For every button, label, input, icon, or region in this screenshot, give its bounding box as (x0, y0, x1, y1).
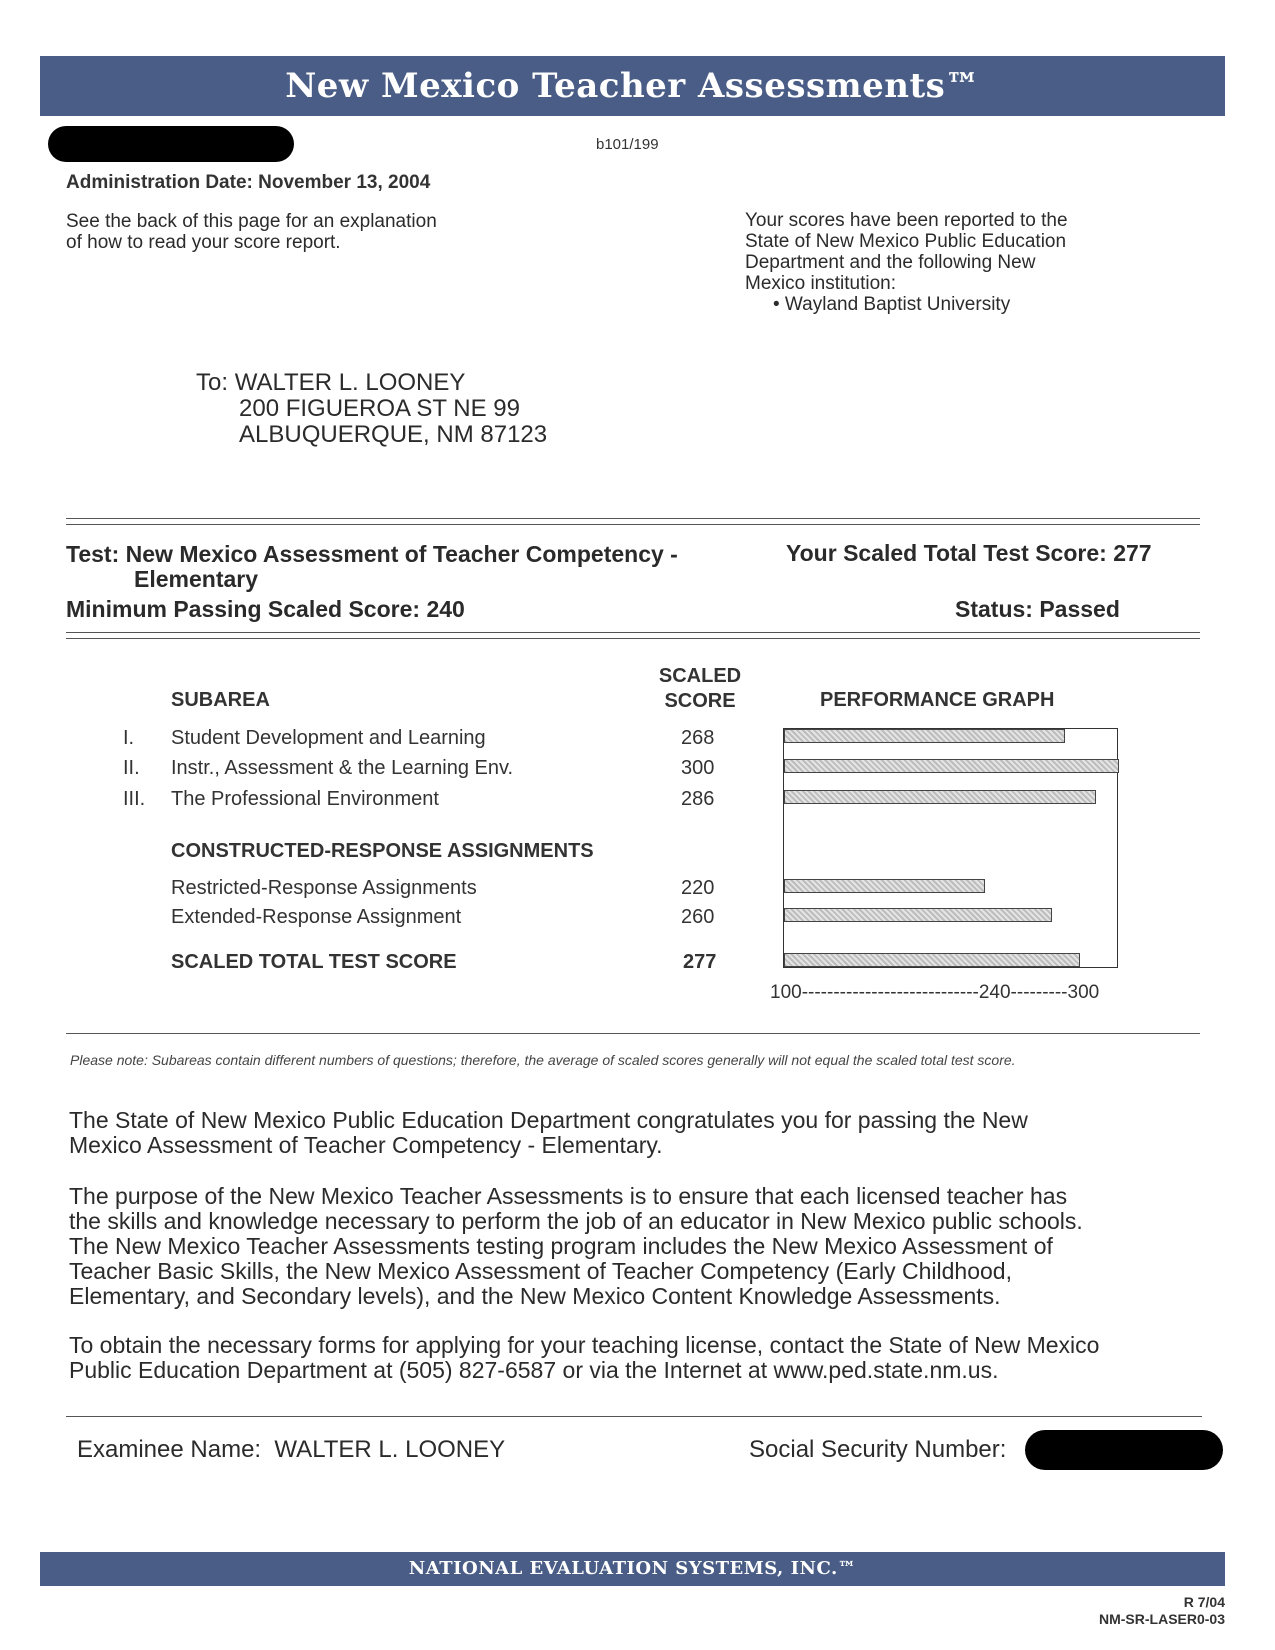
scaled-header-line: SCALED (658, 665, 742, 687)
intro-left-line: See the back of this page for an explanation (66, 211, 437, 232)
administration-date (66, 172, 430, 194)
administration-date-value: November 13, 2004 (258, 172, 431, 193)
status (955, 596, 1120, 623)
examinee-value: WALTER L. LOONEY (274, 1436, 506, 1463)
performance-bar (784, 908, 1052, 922)
paragraph-line: The New Mexico Teacher Assessments testing program includes the New Mexico Assessment of (69, 1233, 1053, 1259)
purpose-paragraph (69, 1184, 1083, 1309)
divider (66, 1416, 1202, 1417)
performance-bar (784, 953, 1080, 967)
subarea-numeral: II. (123, 757, 140, 779)
contact-paragraph (69, 1333, 1099, 1383)
scaled-score-header (652, 664, 748, 714)
total-row-score: 277 (683, 951, 717, 973)
to-label: To: (196, 369, 229, 396)
min-passing-value: 240 (426, 596, 465, 622)
paragraph-line: To obtain the necessary forms for applying for your teaching license, contact the State of New Mexico (69, 1332, 1100, 1358)
subarea-score: 286 (681, 788, 715, 810)
performance-graph (783, 728, 1118, 968)
paragraph-line: the skills and knowledge necessary to perform the job of an educator in New Mexico public schools. (69, 1208, 1083, 1234)
page-title: New Mexico Teacher Assessments™ (285, 66, 980, 106)
header-banner (40, 56, 1225, 116)
min-passing-label: Minimum Passing Scaled Score: (66, 596, 421, 622)
congratulations-paragraph (69, 1108, 1028, 1158)
form-codes (1099, 1594, 1225, 1628)
intro-right-line: Department and the following New (745, 252, 1036, 273)
test-name-line: Elementary (134, 566, 259, 592)
test-label: Test: (66, 541, 120, 567)
redacted-id (48, 126, 294, 162)
intro-right-line: Mexico institution: (745, 273, 897, 294)
intro-right-line: State of New Mexico Public Education (745, 231, 1067, 252)
total-score (786, 540, 1152, 567)
institution-item: • Wayland Baptist University (773, 294, 1011, 315)
scaled-header-line: SCORE (664, 690, 736, 712)
subarea-numeral: III. (123, 788, 146, 810)
street-address: 200 FIGUEROA ST NE 99 (239, 395, 521, 422)
paragraph-line: Mexico Assessment of Teacher Competency - Elementary. (69, 1132, 663, 1158)
form-code: b101/199 (596, 136, 659, 153)
graph-axis-label: 100----------------------------240---------300 (770, 982, 1100, 1003)
total-row-label: SCALED TOTAL TEST SCORE (171, 951, 457, 973)
cr-row-score: 260 (681, 906, 715, 928)
performance-bar (784, 879, 985, 893)
recipient-name: WALTER L. LOONEY (234, 369, 466, 396)
administration-date-label: Administration Date: (66, 172, 253, 193)
subarea-header: SUBAREA (171, 689, 270, 711)
test-name-line: New Mexico Assessment of Teacher Competency - (125, 541, 678, 567)
subarea-numeral: I. (123, 727, 135, 749)
performance-bar (784, 729, 1065, 743)
intro-right-line: Your scores have been reported to the (745, 210, 1068, 231)
subarea-score: 300 (681, 757, 715, 779)
subarea-name: Instr., Assessment & the Learning Env. (171, 757, 514, 779)
intro-left-line: of how to read your score report. (66, 232, 341, 253)
subarea-score: 268 (681, 727, 715, 749)
total-score-label: Your Scaled Total Test Score: (786, 540, 1107, 566)
paragraph-line: The State of New Mexico Public Education Department congratulates you for passing the New (69, 1107, 1028, 1133)
paragraph-line: Public Education Department at (505) 827-6587 or via the Internet at www.ped.state.nm.us. (69, 1357, 999, 1383)
cr-row-name: Extended-Response Assignment (171, 906, 462, 928)
city-state-zip: ALBUQUERQUE, NM 87123 (239, 421, 548, 448)
paragraph-line: Elementary, and Secondary levels), and the New Mexico Content Knowledge Assessments. (69, 1283, 1001, 1309)
divider (66, 1033, 1200, 1034)
min-passing-score (66, 596, 465, 623)
subarea-name: The Professional Environment (171, 788, 439, 810)
divider (66, 632, 1200, 639)
status-value: Passed (1039, 596, 1120, 622)
cr-row-score: 220 (681, 877, 715, 899)
footer-banner (40, 1552, 1225, 1586)
intro-right (745, 210, 1068, 315)
subarea-name: Student Development and Learning (171, 727, 486, 749)
divider (66, 518, 1200, 525)
revision-code: R 7/04 (1183, 1594, 1225, 1610)
performance-bar (784, 790, 1096, 804)
status-label: Status: (955, 596, 1033, 622)
performance-graph-header: PERFORMANCE GRAPH (820, 689, 1055, 711)
test-name (66, 541, 678, 568)
examinee-label: Examinee Name: (77, 1436, 262, 1463)
mailing-address (196, 370, 547, 448)
constructed-response-header: CONSTRUCTED-RESPONSE ASSIGNMENTS (171, 840, 594, 862)
examinee-name (77, 1436, 505, 1464)
paragraph-line: The purpose of the New Mexico Teacher Assessments is to ensure that each licensed teacher has (69, 1183, 1068, 1209)
redacted-ssn (1025, 1430, 1223, 1470)
ssn-label: Social Security Number: (749, 1436, 1007, 1463)
performance-bar (784, 759, 1119, 773)
total-score-value: 277 (1113, 540, 1152, 566)
company-name: NATIONAL EVALUATION SYSTEMS, INC.™ (408, 1558, 857, 1579)
scoring-note: Please note: Subareas contain different numbers of questions; therefore, the average of scaled scores generally will not equal the scaled total test score. (70, 1052, 1016, 1068)
intro-left (66, 211, 437, 253)
paragraph-line: Teacher Basic Skills, the New Mexico Assessment of Teacher Competency (Early Childhood, (69, 1258, 1012, 1284)
cr-row-name: Restricted-Response Assignments (171, 877, 477, 899)
form-id: NM-SR-LASER0-03 (1098, 1611, 1225, 1627)
